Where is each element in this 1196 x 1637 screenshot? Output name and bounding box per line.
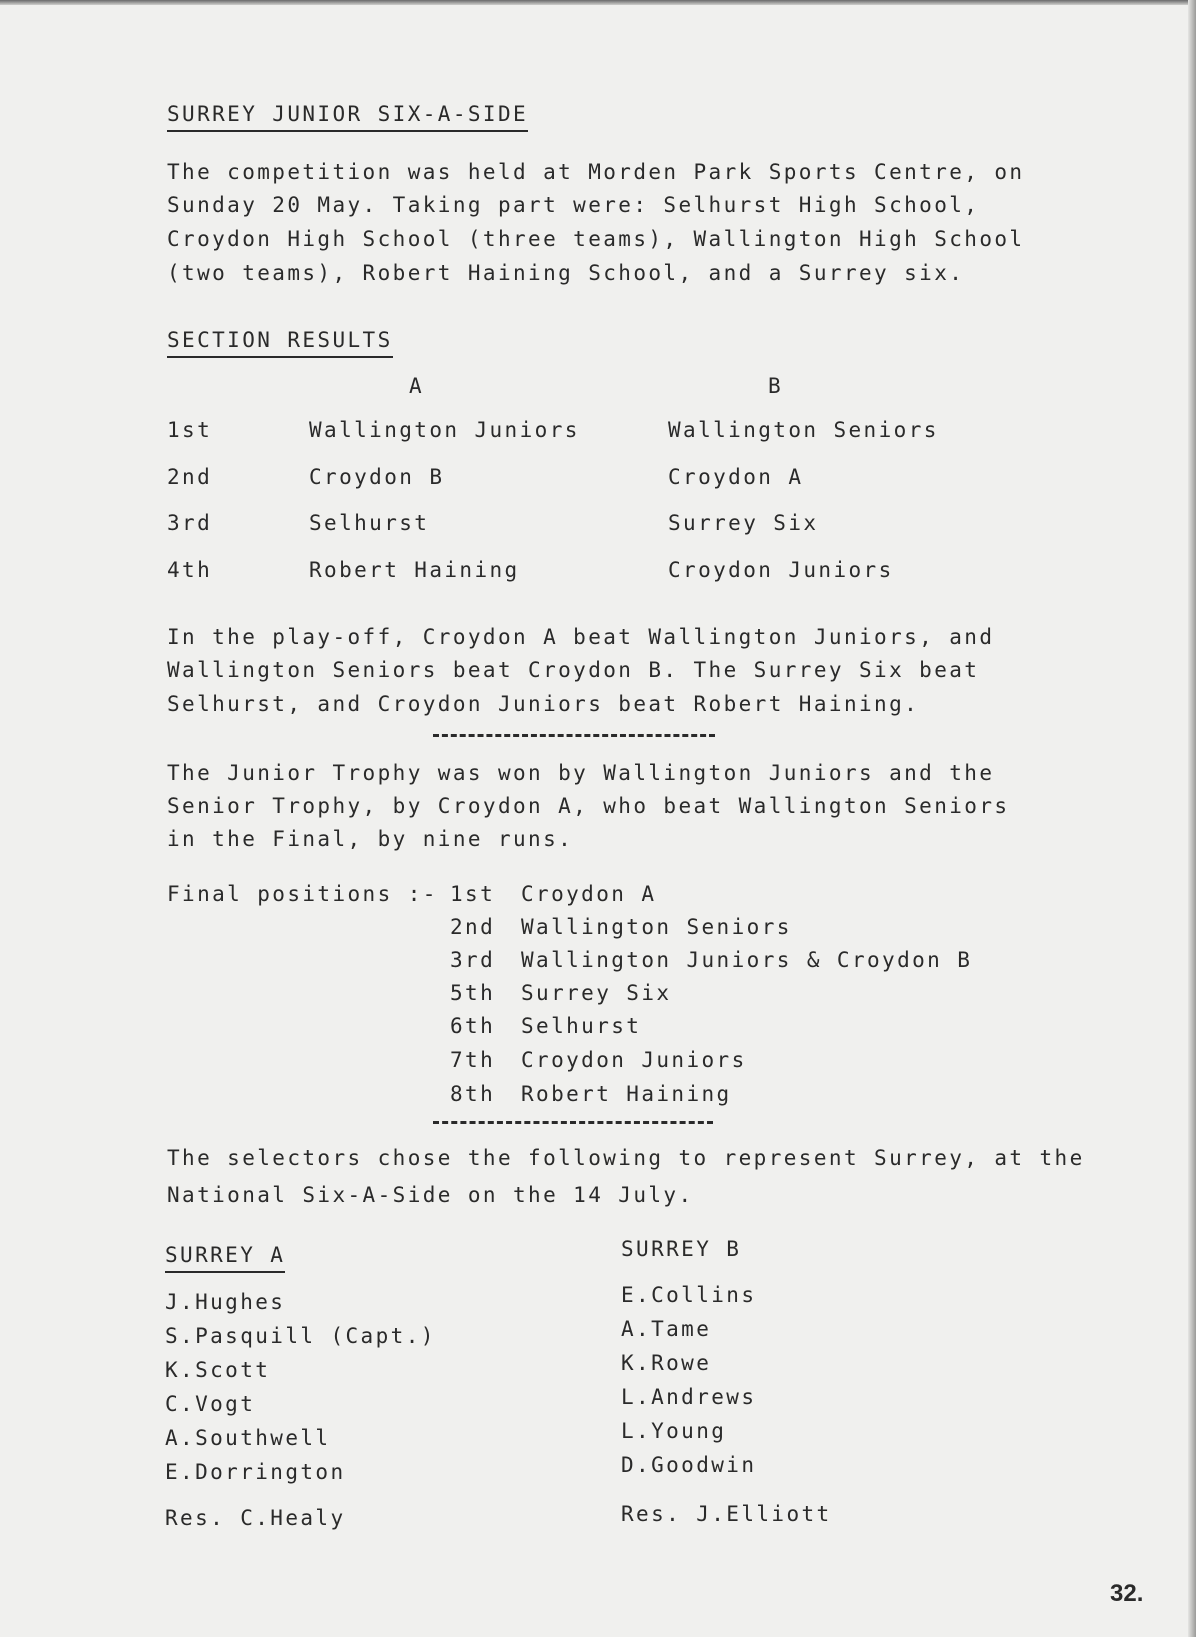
trophy-line: The Junior Trophy was won by Wallington Juniors and the [167, 761, 995, 785]
final-position: 7th [450, 1048, 496, 1072]
result-team-b: Surrey Six [668, 511, 819, 535]
intro-line: (two teams), Robert Haining School, and a Surrey six. [167, 261, 965, 285]
section-divider [433, 1121, 713, 1124]
page-number: 32. [1110, 1580, 1144, 1607]
result-team-a: Robert Haining [309, 558, 520, 582]
intro-line: Sunday 20 May. Taking part were: Selhurst High School, [167, 193, 980, 217]
final-position: 2nd [450, 915, 496, 939]
result-team-a: Selhurst [309, 511, 430, 535]
section-a-header: A [409, 374, 425, 398]
surrey-b-player: A.Tame [621, 1317, 712, 1341]
surrey-b-heading: SURREY B [621, 1237, 742, 1261]
final-position: 5th [450, 981, 496, 1005]
result-team-b: Wallington Seniors [668, 418, 939, 442]
final-position: 6th [450, 1014, 496, 1038]
section-results-heading: SECTION RESULTS [167, 330, 393, 358]
intro-line: The competition was held at Morden Park Sports Centre, on [167, 160, 1025, 184]
surrey-b-reserve: Res. J.Elliott [621, 1502, 832, 1526]
surrey-a-player: S.Pasquill (Capt.) [165, 1324, 436, 1348]
surrey-b-player: L.Andrews [621, 1385, 757, 1409]
result-team-b: Croydon A [668, 465, 804, 489]
page-right-edge [1188, 0, 1196, 1637]
page-top-edge [0, 0, 1196, 5]
final-team: Surrey Six [521, 981, 672, 1005]
surrey-a-player: A.Southwell [165, 1426, 331, 1450]
final-team: Wallington Juniors & Croydon B [521, 948, 973, 972]
trophy-line: in the Final, by nine runs. [167, 827, 574, 851]
surrey-b-player: D.Goodwin [621, 1453, 757, 1477]
trophy-line: Senior Trophy, by Croydon A, who beat Wallington Seniors [167, 794, 1010, 818]
playoff-line: In the play-off, Croydon A beat Wallington Juniors, and [167, 625, 995, 649]
final-position: 8th [450, 1082, 496, 1106]
surrey-a-player: E.Dorrington [165, 1460, 346, 1484]
surrey-b-player: E.Collins [621, 1283, 757, 1307]
final-team: Croydon Juniors [521, 1048, 747, 1072]
playoff-line: Wallington Seniors beat Croydon B. The Surrey Six beat [167, 658, 980, 682]
final-team: Wallington Seniors [521, 915, 792, 939]
result-position: 4th [167, 558, 213, 582]
page-heading: SURREY JUNIOR SIX-A-SIDE [167, 104, 528, 132]
final-team: Croydon A [521, 882, 657, 906]
result-team-a: Croydon B [309, 465, 445, 489]
selectors-line: National Six-A-Side on the 14 July. [167, 1183, 694, 1207]
surrey-a-player: C.Vogt [165, 1392, 256, 1416]
final-positions-label: Final positions :- [167, 882, 438, 906]
result-team-a: Wallington Juniors [309, 418, 580, 442]
surrey-a-player: K.Scott [165, 1358, 271, 1382]
final-position: 3rd [450, 948, 496, 972]
final-position: 1st [450, 882, 496, 906]
intro-line: Croydon High School (three teams), Wallington High School [167, 227, 1025, 251]
surrey-a-player: J.Hughes [165, 1290, 286, 1314]
result-position: 3rd [167, 511, 213, 535]
selectors-line: The selectors chose the following to represent Surrey, at the [167, 1146, 1085, 1170]
final-team: Selhurst [521, 1014, 642, 1038]
surrey-b-player: L.Young [621, 1419, 727, 1443]
surrey-a-reserve: Res. C.Healy [165, 1506, 346, 1530]
final-team: Robert Haining [521, 1082, 732, 1106]
surrey-b-player: K.Rowe [621, 1351, 712, 1375]
result-team-b: Croydon Juniors [668, 558, 894, 582]
result-position: 2nd [167, 465, 213, 489]
result-position: 1st [167, 418, 213, 442]
surrey-a-heading: SURREY A [165, 1245, 285, 1273]
section-divider [433, 734, 715, 737]
playoff-line: Selhurst, and Croydon Juniors beat Robert Haining. [167, 692, 920, 716]
section-b-header: B [768, 374, 784, 398]
